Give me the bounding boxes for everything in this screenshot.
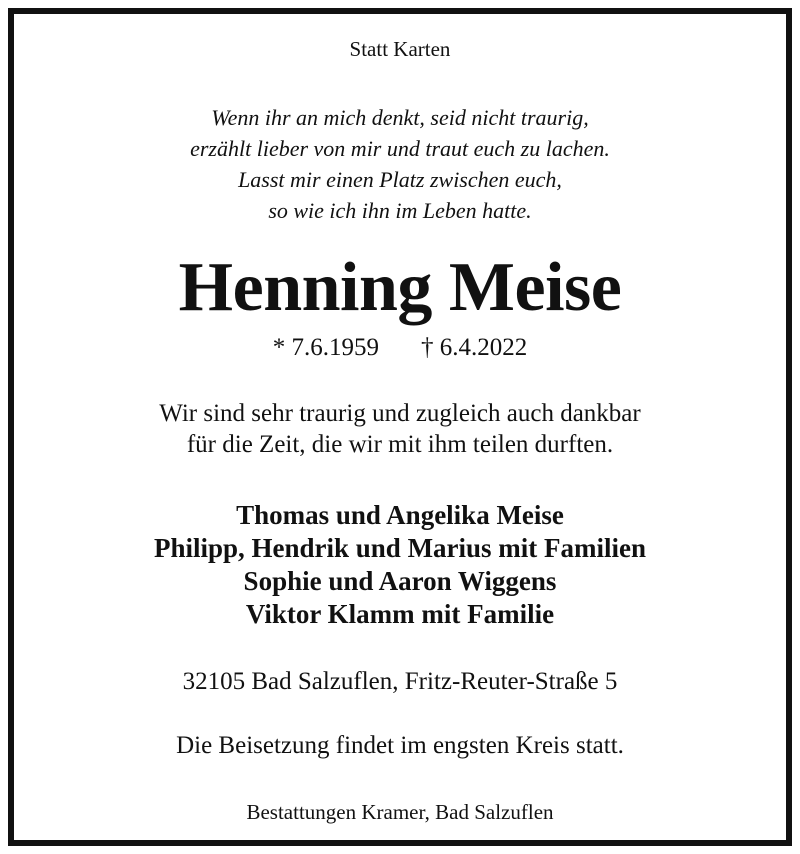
poem-line: erzählt lieber von mir und traut euch zu lachen. (190, 136, 610, 161)
undertaker-credit: Bestattungen Kramer, Bad Salzuflen (246, 800, 554, 824)
life-dates (0, 333, 800, 363)
message-line: Wir sind sehr traurig und zugleich auch dankbar (159, 400, 641, 427)
mourner-entry: Sophie und Aaron Wiggens (243, 566, 557, 596)
deceased-name: Henning Meise (178, 249, 622, 326)
poem-line: Lasst mir einen Platz zwischen euch, (238, 167, 562, 192)
poem-line: so wie ich ihn im Leben hatte. (268, 198, 532, 223)
message-line: für die Zeit, die wir mit ihm teilen durften. (186, 431, 614, 458)
birth-date: * 7.6.1959 (272, 334, 379, 361)
mourner-entry: Thomas und Angelika Meise (236, 500, 564, 530)
poem (0, 102, 800, 226)
mourner-entry: Philipp, Hendrik und Marius mit Familien (153, 533, 647, 563)
death-date: † 6.4.2022 (421, 334, 528, 361)
funeral-note: Die Beisetzung findet im engsten Kreis statt. (176, 732, 624, 759)
header-statt-karten: Statt Karten (349, 37, 451, 61)
poem-line: Wenn ihr an mich denkt, seid nicht traurig, (211, 105, 589, 130)
mourner-entry: Viktor Klamm mit Familie (245, 599, 555, 629)
family-address: 32105 Bad Salzuflen, Fritz-Reuter-Straße 5 (182, 668, 618, 695)
mourners-list (0, 499, 800, 631)
mourning-message (0, 398, 800, 460)
